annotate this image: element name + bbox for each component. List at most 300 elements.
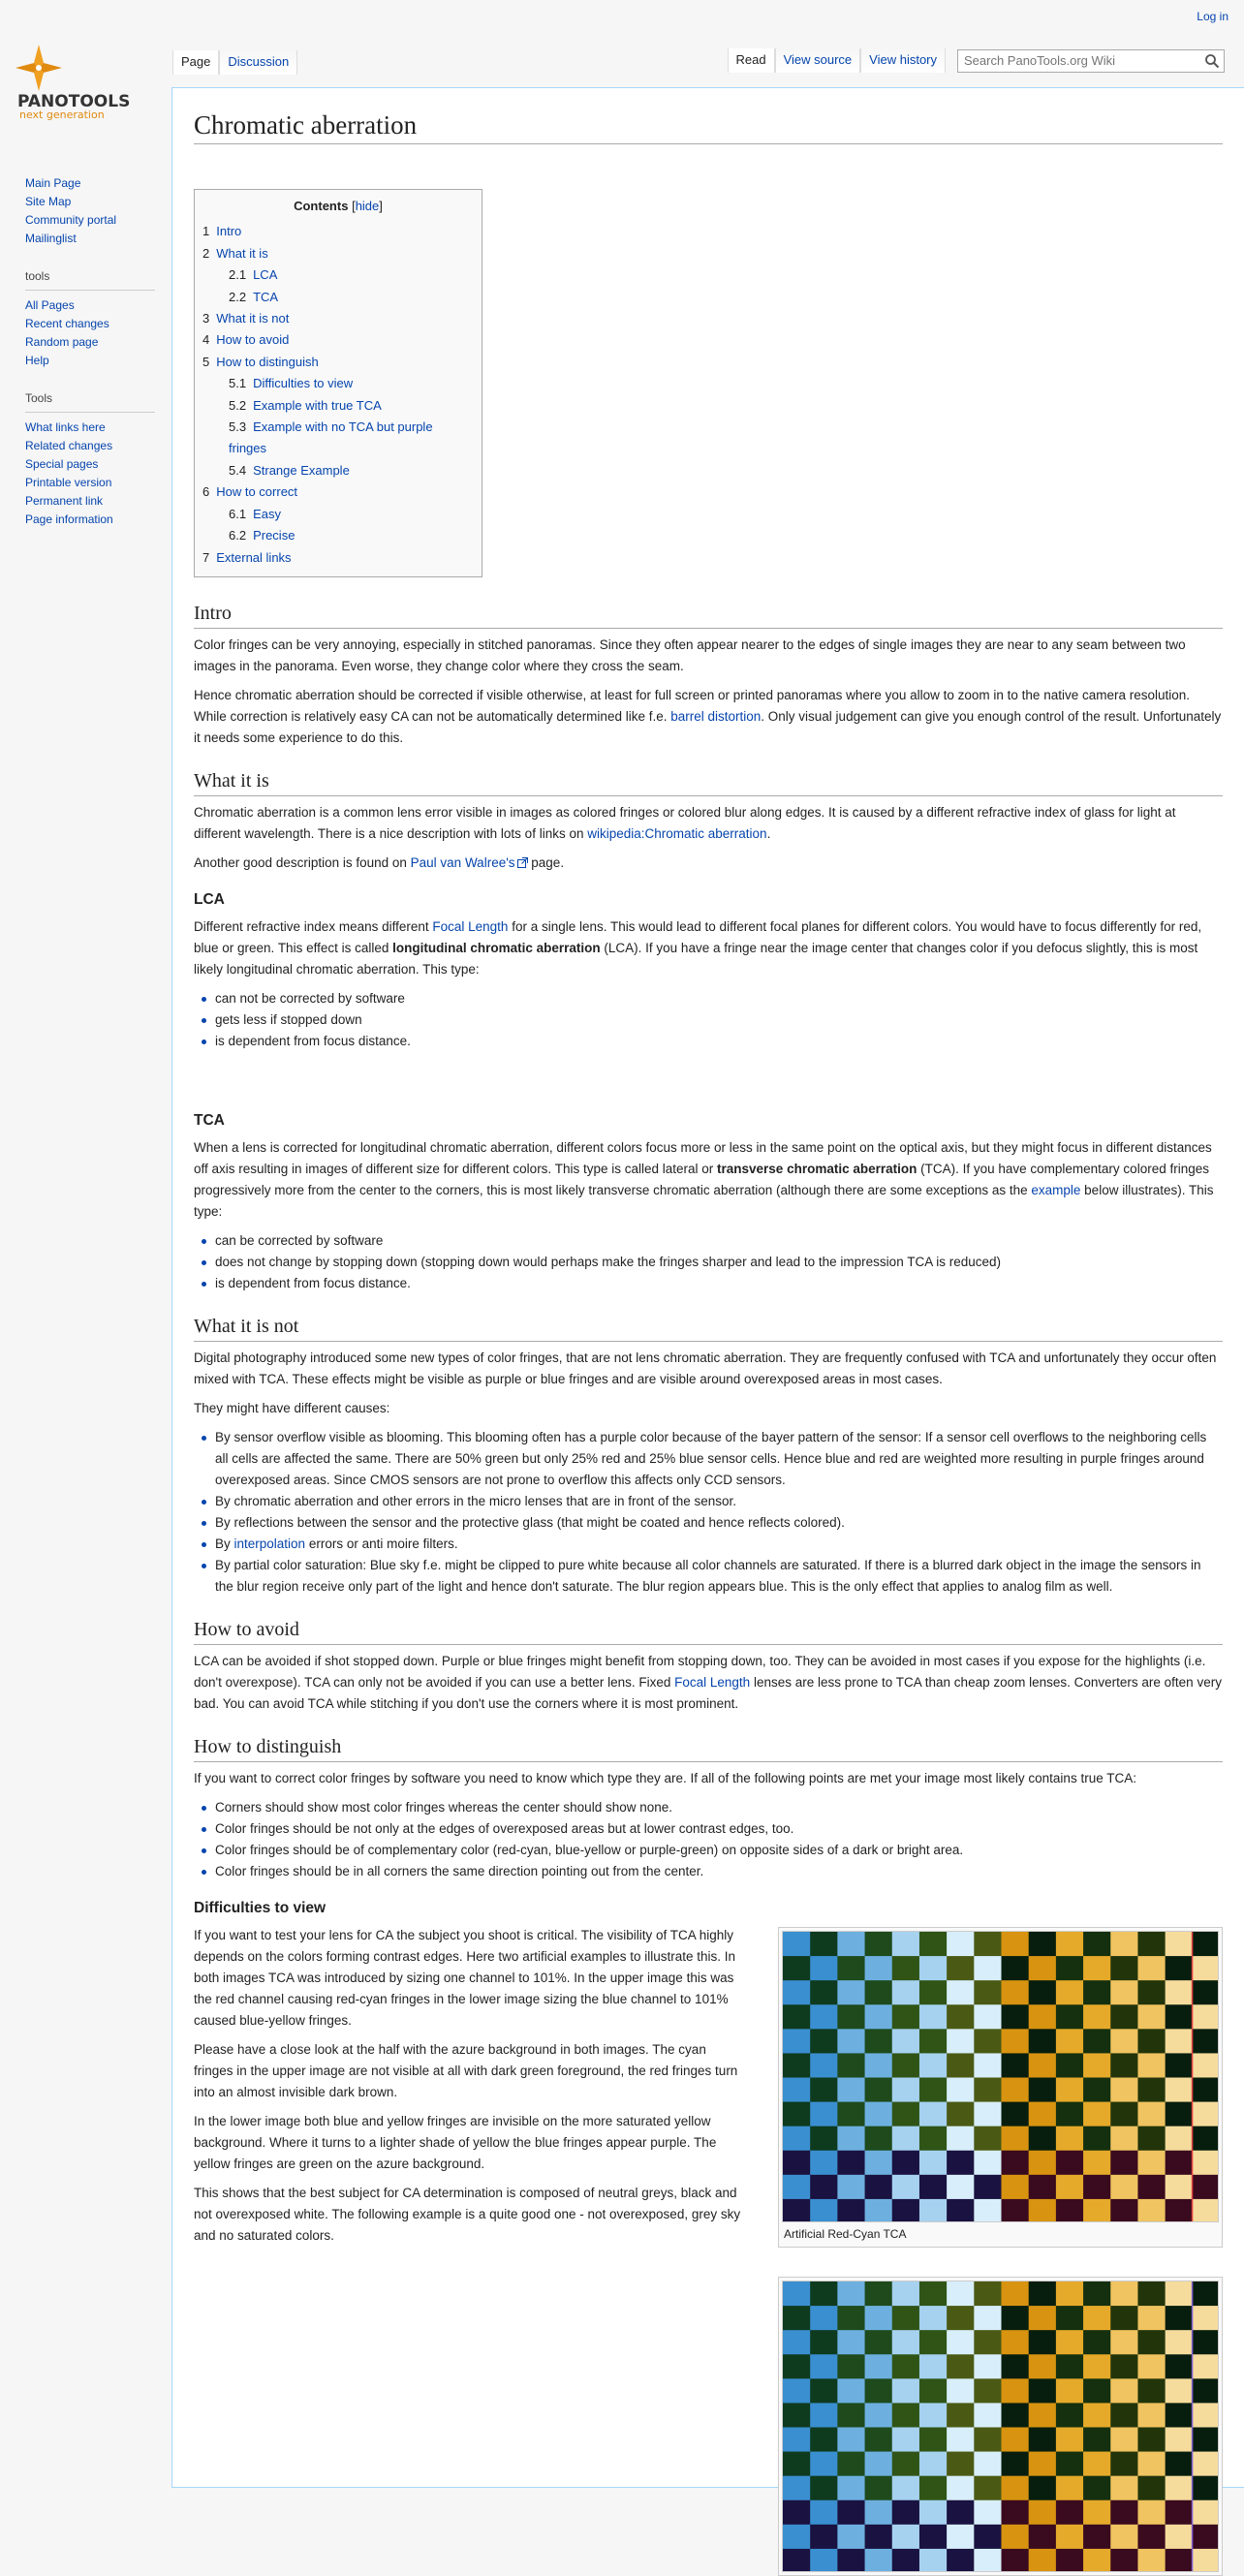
checker-cell — [1166, 2077, 1194, 2102]
checker-cell — [783, 2101, 811, 2126]
checker-cell — [892, 1980, 920, 2005]
checker-cell — [1083, 2199, 1111, 2222]
checkerboard-image-red-cyan[interactable] — [782, 1931, 1219, 2222]
difficulties-paragraph-1: If you want to test your lens for CA the subject you shoot is critical. The visibility of TCA highly depends on the colors forming contrast edges. Here two artificial examples to illustrate this. In both images TCA was introduced by sizing one channel to 101%. In the upper image this was the red channel causing red-cyan fringes in the lower image sizing the blue channel to 101% caused blue-yellow fringes. — [194, 1927, 736, 2028]
thumbnail-red-cyan[interactable] — [778, 1927, 1223, 2248]
checker-cell — [810, 2330, 838, 2355]
toc-item[interactable] — [202, 329, 474, 351]
checker-cell — [974, 2378, 1002, 2404]
sidebar-item-permanent-link[interactable]: Permanent link — [25, 494, 104, 508]
checker-cell — [783, 2403, 811, 2428]
checker-cell — [1029, 2151, 1057, 2176]
checker-cell — [919, 2004, 948, 2030]
checker-cell — [783, 1956, 811, 1981]
text: Another good description is found on — [194, 854, 411, 870]
toc-number: 6 — [202, 484, 210, 500]
toc-link[interactable]: Example with true TCA — [253, 397, 382, 413]
link-interpolation[interactable]: interpolation — [233, 1536, 306, 1551]
checker-cell — [1056, 2378, 1084, 2404]
checker-cell — [1002, 2029, 1030, 2054]
link-example[interactable]: example — [1031, 1182, 1081, 1197]
fringe-line — [1192, 2151, 1194, 2175]
checker-cell — [865, 2549, 893, 2572]
sidebar-item-community-portal[interactable]: Community portal — [25, 213, 117, 227]
checker-cell — [865, 2077, 893, 2102]
toc-item[interactable] — [202, 373, 474, 394]
toc-number: 2.1 — [229, 267, 247, 283]
tab-page[interactable]: Page — [172, 50, 219, 75]
checker-cell — [1166, 2500, 1194, 2526]
tab-discussion[interactable]: Discussion — [219, 50, 297, 75]
text: Chromatic aberration is a common lens error visible in images as colored fringes or colored blur along edges. It is caused by a different refractive index of glass for light at different wavelength. There is a nice description with lots of links on — [194, 804, 1176, 841]
checker-cell — [1083, 2126, 1111, 2152]
fringe-line — [1192, 2199, 1194, 2222]
checker-cell — [1056, 2427, 1084, 2452]
text: errors or anti moire filters. — [305, 1536, 458, 1551]
link-focal-length[interactable]: Focal Length — [674, 1674, 751, 1690]
checker-cell — [1002, 2077, 1030, 2102]
link-focal-length[interactable]: Focal Length — [432, 918, 509, 934]
toc-link[interactable]: LCA — [253, 267, 278, 283]
checker-cell — [865, 2306, 893, 2331]
checker-cell — [1137, 2053, 1166, 2078]
toc-link[interactable]: What it is not — [216, 311, 290, 326]
toc-item[interactable] — [202, 221, 474, 242]
checker-cell — [1029, 2199, 1057, 2222]
checker-cell — [947, 2053, 975, 2078]
checker-cell — [1029, 2281, 1057, 2307]
sidebar-item-help[interactable]: Help — [25, 354, 49, 367]
link-wikipedia-chromatic-aberration[interactable]: wikipedia:Chromatic aberration — [587, 825, 767, 841]
checker-cell — [865, 2451, 893, 2476]
checker-cell — [919, 2151, 948, 2176]
toc-number: 6.2 — [229, 528, 247, 543]
checker-cell — [783, 2281, 811, 2307]
checker-cell — [837, 2403, 865, 2428]
checker-cell — [947, 2378, 975, 2404]
checker-cell — [1193, 2525, 1219, 2550]
checker-cell — [1056, 2500, 1084, 2526]
lca-paragraph — [194, 916, 1223, 980]
checker-cell — [974, 2053, 1002, 2078]
checker-cell — [837, 2053, 865, 2078]
checker-cell — [1193, 2403, 1219, 2428]
toc-item[interactable] — [202, 243, 474, 264]
checker-cell — [1002, 2354, 1030, 2379]
site-logo[interactable] — [12, 39, 157, 120]
checker-cell — [1056, 2306, 1084, 2331]
toc-number: 5.3 — [229, 419, 247, 435]
checker-cell — [892, 2053, 920, 2078]
checker-cell — [974, 1932, 1002, 1957]
tab-read[interactable]: Read — [728, 48, 775, 73]
checker-cell — [1166, 1956, 1194, 1981]
checker-cell — [810, 2151, 838, 2176]
toc-number: 6.1 — [229, 506, 247, 521]
checker-cell — [1056, 2476, 1084, 2501]
distinguish-paragraph: If you want to correct color fringes by software you need to know which type they are. If all of the following points are met your image most likely contains true TCA: — [194, 1770, 1136, 1785]
search-icon[interactable] — [1204, 53, 1220, 69]
checker-cell — [947, 2451, 975, 2476]
heading-intro: Intro — [194, 601, 1223, 629]
checker-cell — [810, 2077, 838, 2102]
checker-cell — [1110, 2004, 1138, 2030]
checker-cell — [783, 1932, 811, 1957]
checker-cell — [974, 2029, 1002, 2054]
checker-cell — [1083, 2175, 1111, 2200]
checker-cell — [1056, 2525, 1084, 2550]
checker-cell — [947, 2525, 975, 2550]
checker-cell — [783, 2451, 811, 2476]
checker-cell — [1166, 1980, 1194, 2005]
toc-link[interactable]: Intro — [216, 224, 242, 239]
checker-cell — [810, 2306, 838, 2331]
checker-cell — [1056, 2175, 1084, 2200]
fringe-line — [1192, 2378, 1194, 2403]
checker-cell — [947, 2151, 975, 2176]
toc-link[interactable]: External links — [216, 549, 292, 565]
search-input[interactable] — [958, 50, 1191, 72]
link-paul-van-walree[interactable] — [411, 855, 528, 870]
checker-cell — [1137, 2306, 1166, 2331]
toc-link[interactable]: Easy — [253, 506, 281, 521]
list-item: gets less if stopped down — [215, 1009, 1223, 1031]
toc-link[interactable]: How to distinguish — [216, 354, 319, 369]
checker-cell — [1193, 2451, 1219, 2476]
checker-cell — [1083, 2378, 1111, 2404]
toc-link[interactable]: How to avoid — [216, 332, 290, 348]
checker-cell — [865, 2151, 893, 2176]
checker-cell — [1137, 2500, 1166, 2526]
checker-cell — [892, 2101, 920, 2126]
sidebar-item-recent-changes[interactable]: Recent changes — [25, 317, 109, 330]
fringe-line — [1192, 2029, 1194, 2053]
checker-cell — [1193, 2427, 1219, 2452]
checker-cell — [1110, 1956, 1138, 1981]
checker-cell — [1137, 2126, 1166, 2152]
toc-link[interactable]: How to correct — [216, 484, 298, 500]
checker-cell — [919, 2330, 948, 2355]
checker-cell — [892, 2306, 920, 2331]
checker-cell — [1056, 2077, 1084, 2102]
checker-cell — [1083, 2053, 1111, 2078]
fringe-line — [1192, 2306, 1194, 2330]
checker-cell — [947, 2175, 975, 2200]
checker-cell — [837, 2500, 865, 2526]
checker-cell — [1110, 2354, 1138, 2379]
checker-cell — [919, 2354, 948, 2379]
thumbnail-blue-yellow[interactable] — [778, 2277, 1223, 2576]
checker-cell — [1083, 2151, 1111, 2176]
checker-cell — [837, 2378, 865, 2404]
checker-cell — [1083, 2077, 1111, 2102]
sidebar-item-special-pages[interactable]: Special pages — [25, 457, 99, 471]
svg-text:PANOTOOLS: PANOTOOLS — [17, 92, 131, 111]
checker-cell — [837, 2151, 865, 2176]
checker-cell — [1002, 2500, 1030, 2526]
checker-cell — [892, 2281, 920, 2307]
checker-cell — [810, 2281, 838, 2307]
list-item: By reflections between the sensor and the protective glass (that might be coated and hence reflects colored). — [215, 1512, 1223, 1534]
checker-cell — [837, 1980, 865, 2005]
list-item: is dependent from focus distance. — [215, 1273, 1223, 1294]
checker-cell — [974, 2199, 1002, 2222]
checker-cell — [1193, 2549, 1219, 2572]
checker-cell — [1002, 2199, 1030, 2222]
checker-cell — [810, 2199, 838, 2222]
fringe-line — [1192, 2427, 1194, 2451]
checker-cell — [1056, 2549, 1084, 2572]
heading-what-it-is: What it is — [194, 768, 1223, 796]
checker-cell — [1193, 2077, 1219, 2102]
checker-cell — [892, 2077, 920, 2102]
checker-cell — [919, 2306, 948, 2331]
checker-cell — [1056, 2126, 1084, 2152]
checker-cell — [865, 2281, 893, 2307]
checker-cell — [1002, 2549, 1030, 2572]
checker-cell — [919, 2029, 948, 2054]
checker-cell — [1110, 2126, 1138, 2152]
checker-cell — [837, 2029, 865, 2054]
fringe-line — [1192, 2476, 1194, 2500]
checker-cell — [1056, 2330, 1084, 2355]
checker-cell — [810, 2403, 838, 2428]
toc-item[interactable] — [202, 395, 474, 417]
checker-cell — [1166, 2126, 1194, 2152]
checker-cell — [919, 2101, 948, 2126]
fringe-line — [1192, 2281, 1194, 2306]
checker-cell — [1137, 2029, 1166, 2054]
intro-paragraph-1: Color fringes can be very annoying, especially in stitched panoramas. Since they often appear nearer to the edges of single images they are near to any seam between two images in the panorama. Even worse, they change color where they cross the seam. — [194, 636, 1186, 673]
text: lenses are less prone to TCA than cheap zoom lenses. Converters are often very bad. You can avoid TCA while stitching if you don't use the corners where it is most prominent. — [194, 1674, 1222, 1711]
checker-cell — [1083, 1932, 1111, 1957]
toc-item[interactable] — [202, 504, 474, 525]
toc-item[interactable] — [202, 287, 474, 308]
checker-cell — [974, 2306, 1002, 2331]
checker-cell — [919, 2281, 948, 2307]
thumbnail-caption: Artificial Red-Cyan TCA — [784, 2226, 907, 2241]
checker-cell — [1056, 2151, 1084, 2176]
checker-cell — [865, 2403, 893, 2428]
checker-cell — [1110, 2077, 1138, 2102]
fringe-line — [1192, 2175, 1194, 2199]
checker-cell — [919, 2126, 948, 2152]
sidebar-heading-tools: tools — [25, 265, 155, 291]
checker-cell — [1083, 2101, 1111, 2126]
checker-cell — [1193, 1980, 1219, 2005]
checker-cell — [947, 2427, 975, 2452]
checker-cell — [974, 2500, 1002, 2526]
checker-cell — [1193, 1932, 1219, 1957]
toc-item[interactable] — [202, 264, 474, 286]
checker-cell — [1137, 2427, 1166, 2452]
checker-cell — [783, 2378, 811, 2404]
sidebar-item-what-links-here[interactable]: What links here — [25, 420, 106, 434]
checker-cell — [892, 2525, 920, 2550]
text: . — [766, 825, 771, 841]
toc-item[interactable] — [202, 460, 474, 481]
checker-cell — [1166, 2427, 1194, 2452]
checker-cell — [919, 2476, 948, 2501]
checker-cell — [919, 2378, 948, 2404]
checker-cell — [1002, 2004, 1030, 2030]
fringe-line — [1192, 2500, 1194, 2525]
toc-link[interactable]: Precise — [253, 528, 295, 543]
text: When a lens is corrected for longitudinal chromatic aberration, different colors focus more or less in the same point on the optical axis, but they might focus in different distances off axis resulting in images of different size for different colors. This type is called lateral or — [194, 1139, 1212, 1176]
sidebar-item-page-information[interactable]: Page information — [25, 512, 113, 526]
checker-cell — [1166, 2306, 1194, 2331]
toc-item[interactable] — [202, 417, 474, 460]
text: (LCA). If you have a fringe near the image center that changes color if you defocus slightly, this is most likely longitudinal chromatic aberration. This type: — [194, 940, 1198, 977]
sidebar-item-main-page[interactable]: Main Page — [25, 176, 81, 190]
checker-cell — [865, 1932, 893, 1957]
checker-cell — [974, 1956, 1002, 1981]
checker-cell — [810, 2126, 838, 2152]
what-paragraph-1 — [194, 802, 1223, 845]
toc-link[interactable]: TCA — [253, 289, 279, 304]
checker-cell — [892, 2549, 920, 2572]
checker-cell — [1056, 2101, 1084, 2126]
checker-cell — [1166, 1932, 1194, 1957]
toc-link[interactable]: Example with no TCA but purple fringes — [229, 419, 433, 456]
difficulties-paragraph-2: Please have a close look at the half with the azure background in both images. The cyan fringes in the upper image are not visible at all with dark green foreground, the red fringes turn into an almost invisible dark brown. — [194, 2041, 738, 2099]
sidebar-item-printable-version[interactable]: Printable version — [25, 476, 112, 489]
checker-cell — [1166, 2451, 1194, 2476]
distinguish-list — [194, 1797, 1223, 1882]
checker-cell — [1166, 2525, 1194, 2550]
checker-cell — [892, 2378, 920, 2404]
checker-cell — [1029, 2330, 1057, 2355]
checker-cell — [1137, 1932, 1166, 1957]
checker-cell — [947, 2077, 975, 2102]
checker-cell — [919, 2053, 948, 2078]
toc-item[interactable] — [202, 547, 474, 569]
checker-cell — [974, 2549, 1002, 2572]
checker-cell — [1002, 2151, 1030, 2176]
checker-cell — [974, 2451, 1002, 2476]
not-paragraph-1: Digital photography introduced some new types of color fringes, that are not lens chromatic aberration. They are frequently confused with TCA and unfortunately they occur often mixed with TCA. These effects might be visible as purple or blue fringes and are visible around overexposed areas in most cases. — [194, 1350, 1217, 1386]
checker-cell — [865, 2101, 893, 2126]
checker-cell — [1110, 2525, 1138, 2550]
namespace-tabs — [172, 50, 297, 75]
checker-cell — [783, 2306, 811, 2331]
toc-item[interactable] — [202, 352, 474, 373]
checker-cell — [1166, 2476, 1194, 2501]
checker-cell — [892, 2126, 920, 2152]
toc-number: 5.4 — [229, 462, 247, 478]
checker-cell — [1056, 2199, 1084, 2222]
checker-cell — [783, 2004, 811, 2030]
toc-link[interactable]: Strange Example — [253, 462, 350, 478]
checker-cell — [1193, 2101, 1219, 2126]
checker-cell — [947, 2306, 975, 2331]
checker-cell — [1110, 2476, 1138, 2501]
fringe-line — [1192, 2053, 1194, 2077]
checker-cell — [1083, 2525, 1111, 2550]
sidebar-item-mailinglist[interactable]: Mailinglist — [25, 232, 77, 245]
checker-cell — [892, 1932, 920, 1957]
checker-cell — [810, 2549, 838, 2572]
content — [171, 87, 1244, 2488]
checker-cell — [1110, 2175, 1138, 2200]
sidebar-navigation — [19, 174, 155, 248]
checker-cell — [919, 2403, 948, 2428]
checker-cell — [1002, 2306, 1030, 2331]
sidebar-item-random-page[interactable]: Random page — [25, 335, 99, 349]
checker-cell — [1166, 2354, 1194, 2379]
checker-cell — [1056, 2004, 1084, 2030]
checker-cell — [1083, 2004, 1111, 2030]
tab-view-source[interactable]: View source — [775, 48, 861, 73]
checker-cell — [1110, 2403, 1138, 2428]
checker-cell — [1193, 2306, 1219, 2331]
checker-cell — [1056, 2451, 1084, 2476]
checker-cell — [837, 2427, 865, 2452]
table-of-contents — [194, 189, 482, 577]
checker-cell — [1110, 2029, 1138, 2054]
toc-link[interactable]: What it is — [216, 245, 268, 261]
toc-hide-link[interactable]: hide — [355, 199, 380, 213]
checkerboard-image-blue-yellow[interactable] — [782, 2281, 1219, 2572]
sidebar-item-all-pages[interactable]: All Pages — [25, 298, 75, 312]
checker-cell — [892, 2199, 920, 2222]
checker-cell — [865, 2175, 893, 2200]
checker-cell — [1193, 2199, 1219, 2222]
checker-cell — [837, 2330, 865, 2355]
checker-cell — [865, 2029, 893, 2054]
avoid-paragraph — [194, 1651, 1223, 1715]
toc-item[interactable] — [202, 525, 474, 546]
fringe-line — [1192, 2077, 1194, 2101]
toc-number: 2 — [202, 245, 210, 261]
sidebar-item-related-changes[interactable]: Related changes — [25, 439, 113, 452]
sidebar-item-site-map[interactable]: Site Map — [25, 195, 72, 208]
login-link[interactable]: Log in — [1197, 10, 1228, 23]
tab-view-history[interactable]: View history — [860, 48, 946, 73]
checker-cell — [1083, 2451, 1111, 2476]
toc-link[interactable]: Difficulties to view — [253, 376, 354, 391]
checker-cell — [1137, 2004, 1166, 2030]
checker-cell — [947, 2199, 975, 2222]
heading-how-to-avoid: How to avoid — [194, 1617, 1223, 1645]
tca-paragraph — [194, 1137, 1223, 1223]
checker-cell — [837, 2004, 865, 2030]
checker-cell — [1029, 2476, 1057, 2501]
checker-cell — [1056, 2403, 1084, 2428]
checker-cell — [1029, 2525, 1057, 2550]
checker-cell — [1193, 2500, 1219, 2526]
checker-cell — [919, 1932, 948, 1957]
toc-item[interactable] — [202, 308, 474, 329]
checker-cell — [1002, 2525, 1030, 2550]
list-item: Color fringes should be not only at the edges of overexposed areas but at lower contrast edges, too. — [215, 1818, 1223, 1840]
checker-cell — [837, 2199, 865, 2222]
checker-cell — [865, 2053, 893, 2078]
difficulties-paragraph-3: In the lower image both blue and yellow fringes are invisible on the more saturated yellow background. Where it turns to a lighter shade of yellow the blue fringes appear purple. The yellow fringes are green on the azure background. — [194, 2113, 717, 2171]
checker-cell — [1002, 2175, 1030, 2200]
link-barrel-distortion[interactable]: barrel distortion — [670, 708, 762, 724]
checker-cell — [1137, 2199, 1166, 2222]
checker-cell — [1083, 2029, 1111, 2054]
checker-cell — [1137, 2175, 1166, 2200]
lca-list — [194, 988, 1223, 1052]
text: page. — [527, 854, 565, 870]
checker-cell — [837, 2476, 865, 2501]
toc-item[interactable] — [202, 481, 474, 503]
checker-cell — [865, 2004, 893, 2030]
toc-number: 4 — [202, 332, 210, 348]
checker-cell — [1083, 2306, 1111, 2331]
